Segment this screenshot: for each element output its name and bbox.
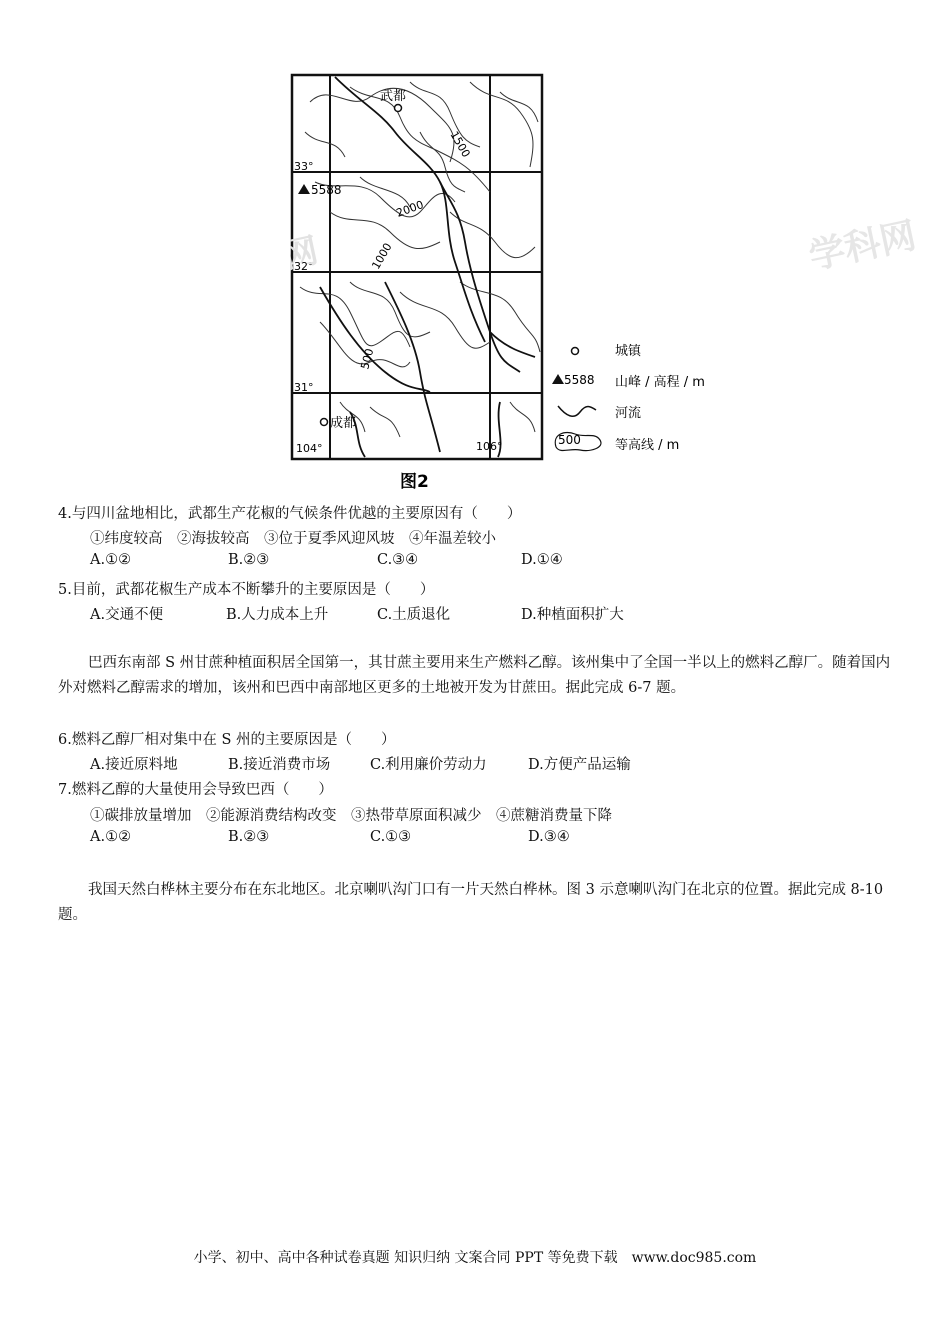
q6-option-c[interactable]: C.利用廉价劳动力 — [370, 757, 487, 773]
q7-option-b[interactable]: B.②③ — [228, 829, 270, 845]
contour-label-2000: 2000 — [394, 198, 426, 220]
chengdu-city-marker — [321, 419, 328, 426]
legend-peak-label: 山峰 / 高程 / m — [615, 375, 705, 390]
q4-stem: 4.与四川盆地相比，武都生产花椒的气候条件优越的主要原因有（ ） — [58, 506, 522, 522]
q4-option-d[interactable]: D.①④ — [521, 552, 563, 568]
q5-option-d[interactable]: D.种植面积扩大 — [521, 607, 624, 623]
q6-option-d[interactable]: D.方便产品运输 — [528, 757, 631, 773]
legend-contour-value: 500 — [558, 433, 581, 447]
q7-items: ①碳排放量增加 ②能源消费结构改变 ③热带草原面积减少 ④蔗糖消费量下降 — [90, 808, 612, 824]
lat-label-31: 31° — [294, 381, 314, 394]
lon-label-104: 104° — [296, 442, 323, 455]
legend-river-label: 河流 — [615, 406, 642, 421]
passage-birch-forest: 我国天然白桦林主要分布在东北地区。北京喇叭沟门口有一片天然白桦林。图 3 示意喇叭沟门在北京的位置。据此完成 8-10 题。 — [58, 882, 884, 923]
wudu-town-marker — [395, 105, 402, 112]
peak-elevation-label: 5588 — [311, 183, 342, 197]
contour-label-1000: 1000 — [369, 240, 395, 272]
contour-label-500: 500 — [358, 347, 377, 371]
q7-stem: 7.燃料乙醇的大量使用会导致巴西（ ） — [58, 782, 333, 798]
lon-label-106: 106° — [476, 440, 503, 453]
q5-option-a[interactable]: A.交通不便 — [90, 607, 164, 623]
lat-label-33: 33° — [294, 160, 314, 173]
chengdu-label: 成都 — [330, 416, 357, 431]
legend-town-icon — [572, 348, 579, 355]
legend-river-icon — [558, 406, 596, 416]
q4-option-c[interactable]: C.③④ — [377, 552, 419, 568]
passage-brazil: 巴西东南部 S 州甘蔗种植面积居全国第一，其甘蔗主要用来生产燃料乙醇。该州集中了全国一半以上的燃料乙醇厂。随着国内外对燃料乙醇需求的增加，该州和巴西中南部地区更多的土地被开发为甘蔗田。据此完成 6-7 题。 — [58, 655, 891, 696]
legend-contour-label: 等高线 / m — [615, 438, 680, 453]
q6-option-a[interactable]: A.接近原料地 — [90, 757, 178, 773]
figure-caption: 图2 — [400, 472, 429, 492]
q5-stem: 5.目前，武都花椒生产成本不断攀升的主要原因是（ ） — [58, 582, 435, 598]
q7-option-a[interactable]: A.①② — [90, 829, 132, 845]
q6-stem: 6.燃料乙醇厂相对集中在 S 州的主要原因是（ ） — [58, 732, 396, 748]
q4-items: ①纬度较高 ②海拔较高 ③位于夏季风迎风坡 ④年温差较小 — [90, 531, 496, 547]
lat-label-32: 32° — [294, 260, 314, 273]
legend-peak-value: 5588 — [564, 373, 595, 387]
q4-option-a[interactable]: A.①② — [90, 552, 132, 568]
q7-option-d[interactable]: D.③④ — [528, 829, 570, 845]
q7-option-c[interactable]: C.①③ — [370, 829, 412, 845]
q5-option-c[interactable]: C.土质退化 — [377, 607, 451, 623]
watermark-left: 学科网 — [290, 230, 322, 291]
q6-option-b[interactable]: B.接近消费市场 — [228, 757, 331, 773]
contour-label-1500: 1500 — [447, 129, 473, 160]
wudu-label: 武都 — [380, 89, 407, 104]
watermark-right: 学科网 — [805, 214, 920, 278]
q5-option-b[interactable]: B.人力成本上升 — [226, 607, 329, 623]
topographic-map — [290, 72, 730, 492]
legend-peak-icon — [552, 374, 564, 384]
q4-option-b[interactable]: B.②③ — [228, 552, 270, 568]
legend-town-label: 城镇 — [615, 344, 642, 359]
page-footer: 小学、初中、高中各种试卷真题 知识归纳 文案合同 PPT 等免费下载 www.doc985.com — [193, 1250, 757, 1266]
figure-2-map — [290, 72, 730, 492]
